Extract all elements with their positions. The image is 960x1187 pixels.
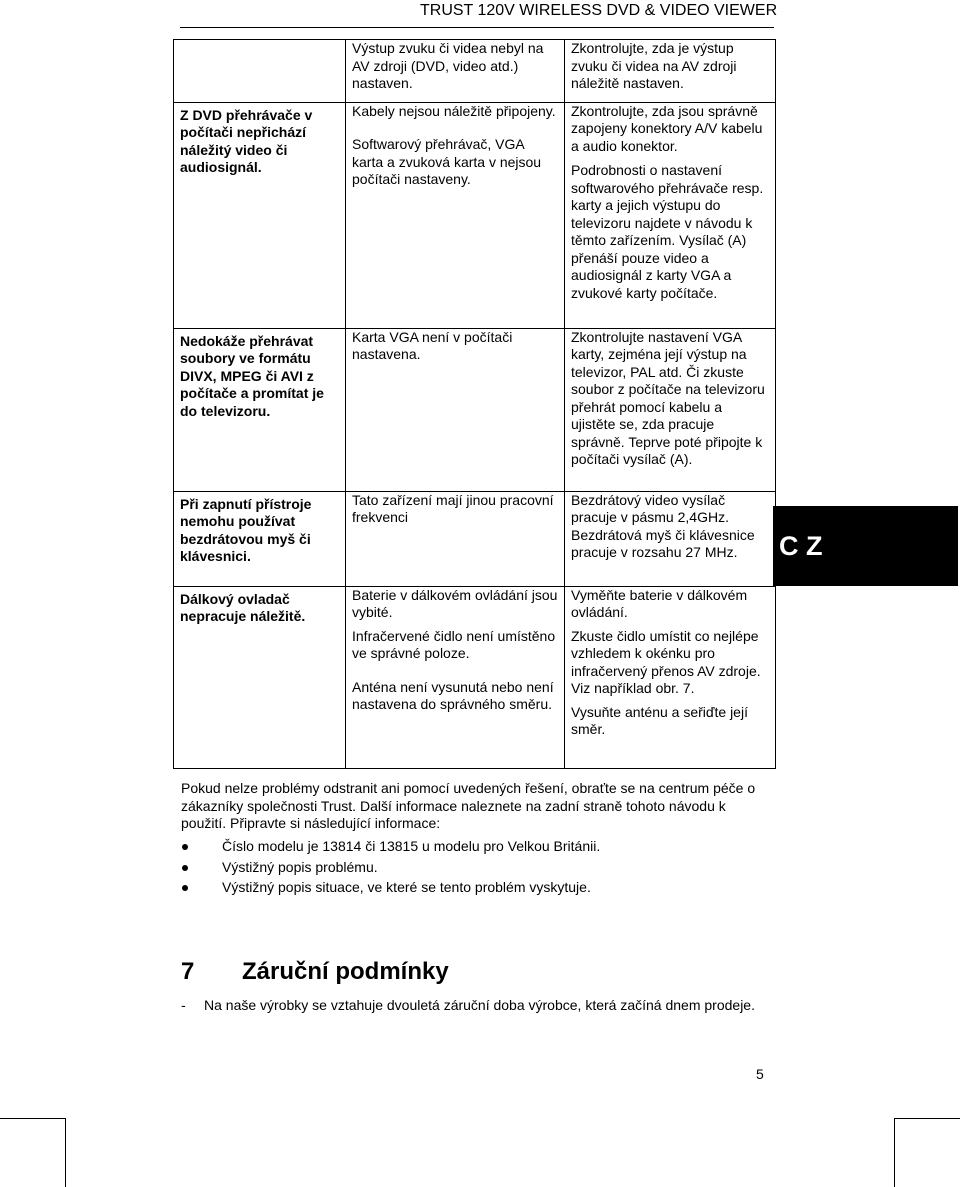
section-heading [181, 958, 449, 986]
problem-text: Při zapnutí přístroje nemohu používat bezdrátovou myš či klávesnici. [180, 495, 312, 564]
cause-text: Výstup zvuku či videa nebyl na AV zdroji (DVD, video atd.) nastaven. [352, 40, 544, 91]
cause-text: Baterie v dálkovém ovládání jsou vybité. [352, 586, 558, 620]
cause-text: Tato zařízení mají jinou pracovní frekvenci [352, 491, 554, 525]
solution-text: Bezdrátový video vysílač pracuje v pásmu 2,4GHz. Bezdrátová myš či klávesnice pracuje v rozsahu 27 MHz. [571, 491, 755, 560]
table-row [174, 328, 776, 491]
solution-text: Vysuňte anténu a seřiďte její směr. [571, 703, 748, 737]
section-number: 7 [181, 958, 195, 985]
header-rule [180, 27, 774, 28]
solution-cell [565, 40, 776, 103]
bullet-icon [182, 844, 188, 850]
language-tab: C Z [773, 506, 958, 586]
solution-cell [565, 586, 776, 768]
list-item: Číslo modelu je 13814 či 13815 u modelu pro Velkou Británii. [181, 838, 771, 856]
problem-cell [174, 40, 346, 103]
solution-text: Zkontrolujte, zda jsou správně zapojeny konektory A/V kabelu a audio konektor. [571, 102, 763, 154]
problem-text: Nedokáže přehrávat soubory ve formátu DIVX, MPEG či AVI z počítače a promítat je do televizoru. [180, 332, 324, 419]
cause-cell [346, 586, 565, 768]
crop-mark [0, 1118, 66, 1119]
cause-cell [346, 40, 565, 103]
solution-text: Podrobnosti o nastavení softwarového přehrávače resp. karty a jejich výstupu do televizoru najdete v návodu k těmto zařízením. Vysílač (A) přenáší pouze video a audiosignál z karty VGA a zvukové karty počítače. [571, 162, 764, 301]
cause-text: Infračervené čidlo není umístěno ve správné poloze. [352, 627, 556, 661]
table-row [174, 40, 776, 103]
list-item: Výstižný popis situace, ve které se tento problém vyskytuje. [181, 879, 771, 897]
cause-text: Softwarový přehrávač, VGA karta a zvuková karta v nejsou počítači nastaveny. [352, 136, 542, 187]
solution-text: Zkontrolujte, zda je výstup zvuku či videa na AV zdroji náležitě nastaven. [571, 40, 737, 91]
solution-text: Zkuste čidlo umístit co nejlépe vzhledem k okénku pro infračervený přenos AV zdroje. Viz například obr. 7. [571, 627, 761, 696]
crop-mark [894, 1118, 960, 1119]
solution-text: Vyměňte baterie v dálkovém ovládání. [571, 586, 748, 620]
warranty-item [181, 997, 771, 1015]
problem-cell [174, 491, 346, 586]
cause-cell [346, 491, 565, 586]
section-title: Záruční podmínky [242, 958, 449, 985]
support-bullet-list [181, 838, 771, 900]
crop-mark [65, 1118, 66, 1187]
support-paragraph: Pokud nelze problémy odstranit ani pomocí uvedených řešení, obraťte se na centrum péče o zákazníky společnosti Trust. Další informace naleznete na zadní straně tohoto návodu k použití. Připravte si následující informace: [181, 780, 756, 831]
problem-cell [174, 102, 346, 328]
warranty-text: Na naše výrobky se vztahuje dvouletá záruční doba výrobce, která začíná dnem prodeje. [204, 997, 755, 1013]
solution-cell [565, 102, 776, 328]
cause-text: Karta VGA není v počítači nastavena. [352, 328, 513, 362]
problem-text: Z DVD přehrávače v počítači nepřichází náležitý video či audiosignál. [180, 106, 313, 175]
troubleshooting-table [173, 39, 776, 769]
table-row [174, 491, 776, 586]
table-row [174, 102, 776, 328]
document-header: TRUST 120V WIRELESS DVD & VIDEO VIEWER [420, 2, 778, 19]
cause-text: Anténa není vysunutá nebo není nastavena do správného směru. [352, 678, 554, 712]
list-item: Výstižný popis problému. [181, 859, 771, 877]
solution-text: Zkontrolujte nastavení VGA karty, zejména její výstup na televizor, PAL atd. Či zkuste soubor z počítače na televizoru přehrát pomocí kabelu a ujistěte se, zda pracuje správně. Teprve poté připojte k počítači vysílač (A). [571, 328, 765, 467]
cause-cell [346, 328, 565, 491]
page-number: 5 [756, 1066, 764, 1082]
problem-cell [174, 328, 346, 491]
crop-mark [894, 1118, 895, 1187]
bullet-icon [182, 865, 188, 871]
solution-cell [565, 491, 776, 586]
dash-marker: - [181, 997, 186, 1013]
bullet-icon [182, 885, 188, 891]
problem-cell [174, 586, 346, 768]
cause-text: Kabely nejsou náležitě připojeny. [352, 102, 556, 119]
problem-text: Dálkový ovladač nepracuje náležitě. [180, 590, 306, 624]
table-row [174, 586, 776, 768]
cause-cell [346, 102, 565, 328]
solution-cell [565, 328, 776, 491]
